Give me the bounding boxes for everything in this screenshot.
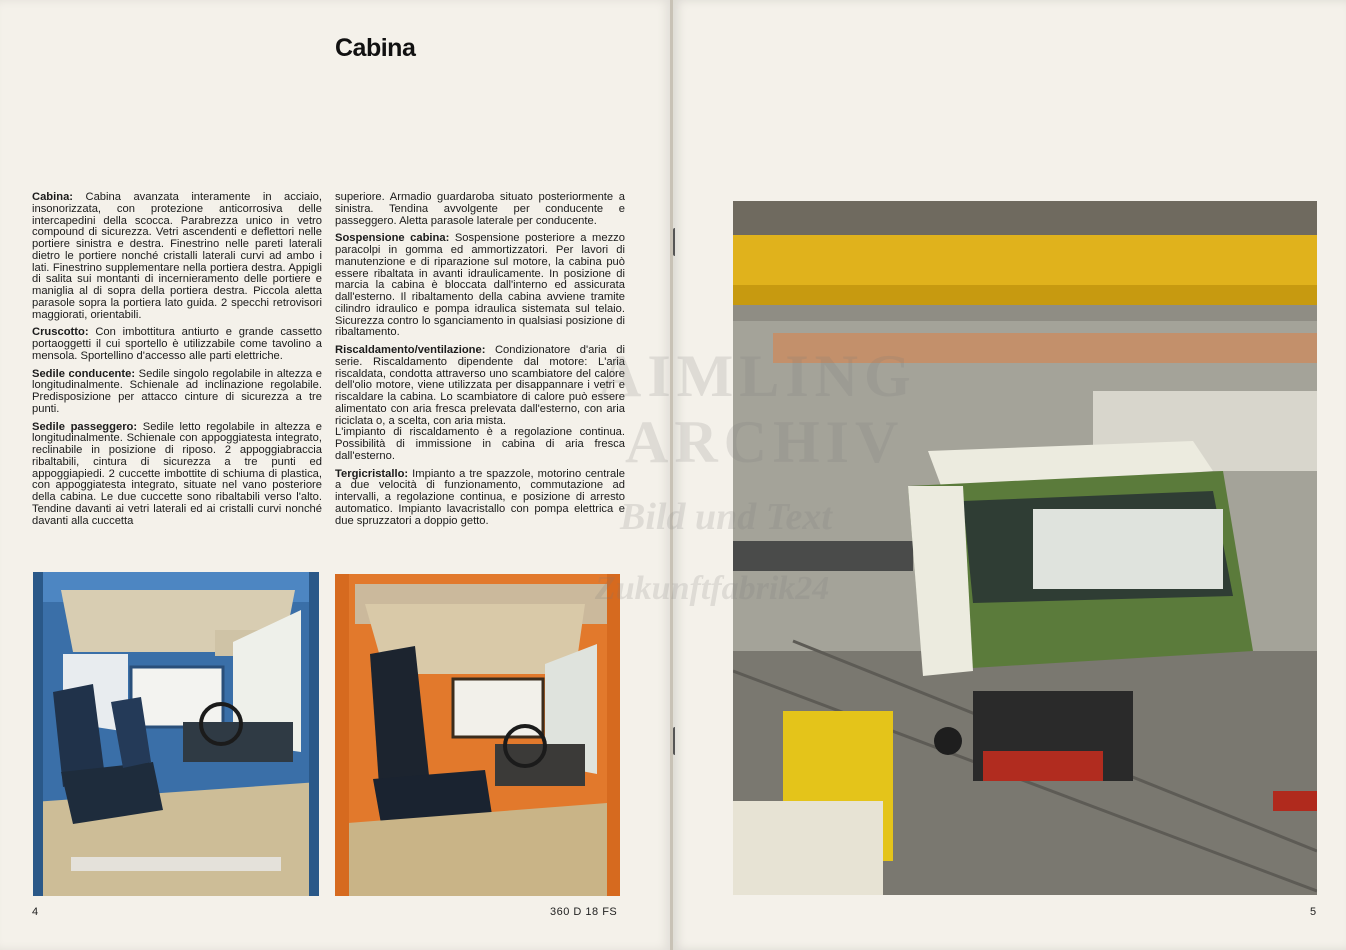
paragraph-heading: Sedile passeggero:	[32, 420, 138, 433]
paragraph-cabina	[32, 192, 322, 321]
paragraph-heading: Cruscotto:	[32, 326, 89, 339]
paragraph-text: Con imbottitura antiurto e grande cassetto portaoggetti il cui sportello è utilizzabile come tavolino a mensola. Sportellino d'accesso alle parti elettriche.	[32, 326, 322, 362]
model-designation: 360 D 18 FS	[550, 906, 618, 918]
page-number-right: 5	[1310, 906, 1317, 918]
paragraph-continued	[335, 192, 625, 227]
paragraph-heading: Riscaldamento/ventilazione:	[335, 344, 486, 356]
paragraph-sedile-passeggero	[32, 422, 322, 528]
paragraph-heading: Sospensione cabina:	[335, 232, 450, 245]
paragraph-text: Impianto a tre spazzole, motorino centrale a due velocità di funzionamento, commutazione ad intervalli, a regolazione continua, e posizione di arresto automatico. Impianto lavacristallo con pompa elettrica e due spruzzatori a doppio getto.	[335, 467, 625, 527]
paragraph-riscaldamento-cont	[335, 427, 625, 462]
staple-bottom	[673, 727, 678, 755]
paragraph-sospensione	[335, 233, 625, 339]
paragraph-text: Sospensione posteriore a mezzo paracolpi in gomma ed ammortizzatori. Per lavori di manutenzione e di riparazione sul motore, la cabina può essere ribaltata in avanti idraulicamente. In posizione di marcia la cabina è bloccata dall'interno ed assicurata dall'esterno. Il ribaltamento della cabina avviene tramite cilindro idraulico e pompa idraulica sistemata sul telaio. Sicurezza contro lo sganciamento in qualsiasi posizione di ribaltamento.	[335, 232, 625, 339]
paragraph-heading: Tergicristallo:	[335, 467, 409, 480]
photo-blue-cab-interior	[33, 572, 319, 896]
watermark-line: Bild und Text	[620, 496, 832, 538]
paragraph-text: Condizionatore d'aria di serie. Riscaldamento dipendente dal motore: L'aria riscaldata, condotta attraverso uno scambiatore del calore dell'olio motore, viene utilizzata per disappannare i vetri e riscaldare la cabina. Lo scambiatore di calore può essere alimentato con aria fresca prelevata dall'esterno, con aria riciclata o, a scelta, con aria mista.	[335, 344, 625, 427]
watermark-line: AIMLING	[598, 343, 917, 409]
paragraph-tergicristallo	[335, 469, 625, 528]
text-column-left	[32, 192, 322, 533]
text-column-middle	[335, 192, 625, 533]
page-title: Cabina	[335, 34, 416, 62]
paragraph-heading: Sedile conducente:	[32, 367, 136, 380]
paragraph-text: L'impianto di riscaldamento è a regolazione continua. Possibilità di immissione in cabina di aria fresca dall'esterno.	[335, 426, 625, 462]
paragraph-cruscotto	[32, 327, 322, 362]
page-number-left: 4	[32, 906, 39, 918]
staple-top	[673, 228, 678, 256]
paragraph-text: Sedile singolo regolabile in altezza e longitudinalmente. Schienale ad inclinazione regolabile. Predisposizione per attacco cinture di sicurezza a tre punti.	[32, 367, 323, 415]
paragraph-riscaldamento	[335, 345, 625, 427]
watermark-line: Zukunftfabrik24	[595, 570, 830, 607]
paragraph-sedile-conducente	[32, 369, 322, 416]
watermark-line: ARCHIV	[625, 409, 905, 475]
paragraph-text: Cabina avanzata interamente in acciaio, insonorizzata, con protezione anticorrosiva delle intercapedini della scocca. Parabrezza unico in vetro compound di sicurezza. Vetri ascendenti e deflettori nelle portiere sinistra e destra. Finestrino nelle pareti laterali dietro le portiere nonché cristalli laterali curvi ad ambo i lati. Finestrino supplementare nella portiera destra. Appigli di salita sui montanti di incernieramento delle portiere e maniglia al di sopra della portiera destra. Piccola aletta parasole sopra la portiera lato guida. 2 specchi retrovisori maggiorati, orientabili.	[32, 191, 322, 321]
paragraph-text: Sedile letto regolabile in altezza e longitudinalmente. Schienale con appoggiatesta integrato, reclinabile in posizione di riposo. 2 appoggiabraccia ribaltabili, cintura di sicurezza a tre punti ed appoggiapiedi. 2 cuccette imbottite di schiuma di plastica, con appoggiatesta integrato, situate nel vano posteriore della cabina. Le due cuccette sono ribaltabili verso l'alto. Tendine davanti ai vetri laterali ed ai cristalli curvi nonché davanti alla cuccetta	[32, 420, 322, 527]
photo-factory-assembly-line	[733, 201, 1317, 895]
photo-orange-cab-interior	[335, 574, 620, 896]
paragraph-text: superiore. Armadio guardaroba situato posteriormente a sinistra. Tendina avvolgente per conducente e passeggero. Aletta parasole laterale per conducente.	[335, 191, 625, 227]
paragraph-heading: Cabina:	[32, 191, 74, 203]
